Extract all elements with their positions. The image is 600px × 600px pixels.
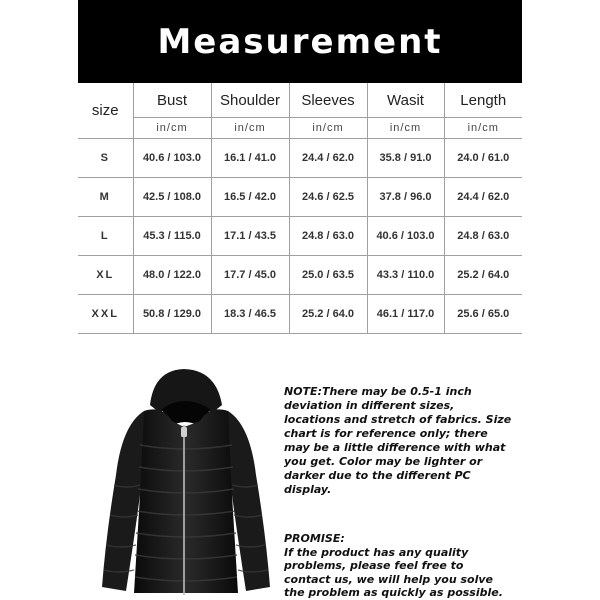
table-cell: 17.1 / 43.5 bbox=[211, 217, 289, 256]
unit-row bbox=[78, 118, 522, 139]
size-chart-table bbox=[78, 83, 522, 334]
table-cell: 24.0 / 61.0 bbox=[444, 139, 522, 178]
table-header-row bbox=[78, 83, 522, 118]
header-banner bbox=[78, 0, 522, 83]
table-cell: 24.4 / 62.0 bbox=[444, 178, 522, 217]
table-cell: 43.3 / 110.0 bbox=[367, 256, 444, 295]
table-cell: 48.0 / 122.0 bbox=[133, 256, 211, 295]
table-cell: 25.0 / 63.5 bbox=[289, 256, 367, 295]
table-row bbox=[78, 217, 522, 256]
table-cell: 45.3 / 115.0 bbox=[133, 217, 211, 256]
fur-jacket-image bbox=[92, 365, 277, 600]
table-cell: 16.5 / 42.0 bbox=[211, 178, 289, 217]
size-label: XXL bbox=[78, 295, 133, 334]
table-cell: 42.5 / 108.0 bbox=[133, 178, 211, 217]
table-cell: 25.6 / 65.0 bbox=[444, 295, 522, 334]
table-cell: 46.1 / 117.0 bbox=[367, 295, 444, 334]
size-label: XL bbox=[78, 256, 133, 295]
table-cell: 40.6 / 103.0 bbox=[367, 217, 444, 256]
size-column-header: size bbox=[78, 83, 133, 139]
table-cell: 24.6 / 62.5 bbox=[289, 178, 367, 217]
table-cell: 17.7 / 45.0 bbox=[211, 256, 289, 295]
table-cell: 35.8 / 91.0 bbox=[367, 139, 444, 178]
unit-label: in/cm bbox=[444, 118, 522, 139]
table-cell: 24.8 / 63.0 bbox=[289, 217, 367, 256]
size-label: S bbox=[78, 139, 133, 178]
column-header-length: Length bbox=[444, 83, 522, 118]
unit-label: in/cm bbox=[133, 118, 211, 139]
table-row bbox=[78, 139, 522, 178]
promise-text: If the product has any quality problems, please feel free to contact us, we will help you solve the problem as quickly as possible. bbox=[284, 545, 503, 599]
page-title: Measurement bbox=[157, 21, 443, 62]
table-row bbox=[78, 295, 522, 334]
table-cell: 24.8 / 63.0 bbox=[444, 217, 522, 256]
size-label: M bbox=[78, 178, 133, 217]
table-cell: 16.1 / 41.0 bbox=[211, 139, 289, 178]
column-header-bust: Bust bbox=[133, 83, 211, 118]
unit-label: in/cm bbox=[211, 118, 289, 139]
unit-label: in/cm bbox=[367, 118, 444, 139]
table-cell: 25.2 / 64.0 bbox=[444, 256, 522, 295]
column-header-sleeves: Sleeves bbox=[289, 83, 367, 118]
table-row bbox=[78, 178, 522, 217]
promise-title: PROMISE: bbox=[284, 532, 345, 545]
column-header-waist: Wasit bbox=[367, 83, 444, 118]
promise-block bbox=[284, 532, 512, 600]
unit-label: in/cm bbox=[289, 118, 367, 139]
column-header-shoulder: Shoulder bbox=[211, 83, 289, 118]
table-cell: 25.2 / 64.0 bbox=[289, 295, 367, 334]
table-cell: 40.6 / 103.0 bbox=[133, 139, 211, 178]
size-note: NOTE:There may be 0.5-1 inch deviation in different sizes, locations and stretch of fabrics. Size chart is for reference only; there may be a little difference with what you get. Color may be lighter or darker due to the different PC display. bbox=[284, 385, 512, 496]
table-row bbox=[78, 256, 522, 295]
size-label: L bbox=[78, 217, 133, 256]
table-cell: 24.4 / 62.0 bbox=[289, 139, 367, 178]
table-cell: 18.3 / 46.5 bbox=[211, 295, 289, 334]
table-cell: 50.8 / 129.0 bbox=[133, 295, 211, 334]
table-cell: 37.8 / 96.0 bbox=[367, 178, 444, 217]
